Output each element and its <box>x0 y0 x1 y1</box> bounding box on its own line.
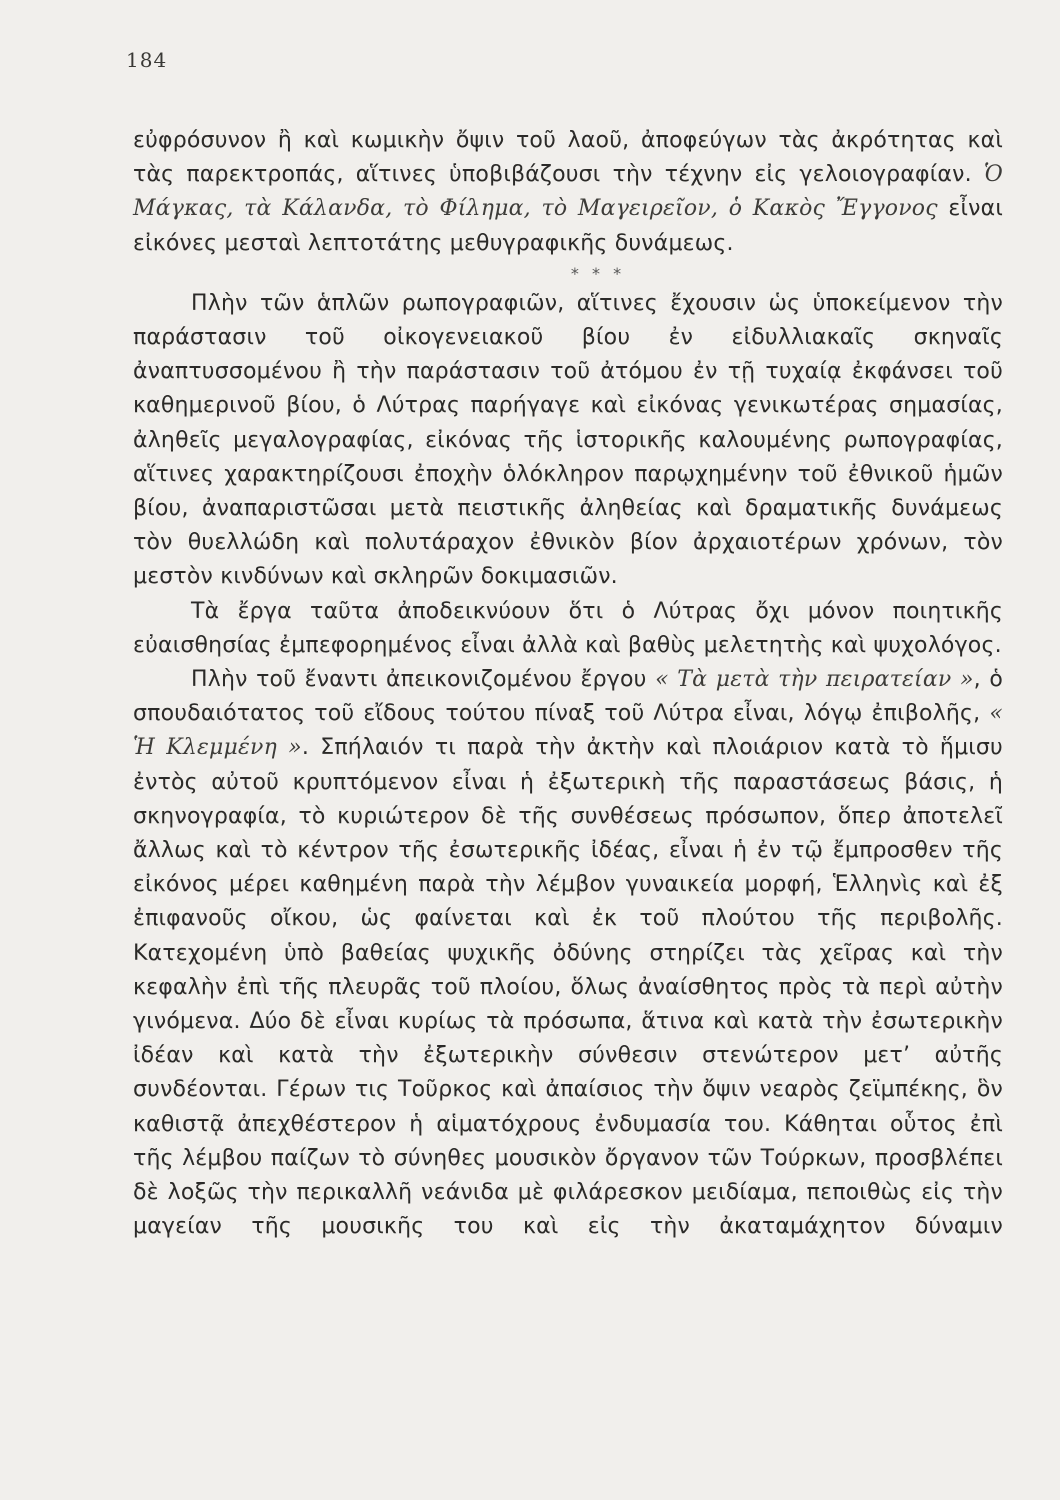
section-separator: * * * <box>570 263 626 283</box>
paragraph-1-titles: Ὁ Μάγκας, τὰ Κάλανδα, τὸ Φίλημα, τὸ Μαγειρεῖον, ὁ Κακὸς Ἔγγονος <box>133 162 1003 222</box>
paragraph-1-text-b: εἶναι εἰκόνες μεσταὶ λεπτοτάτης μεθυγραφικῆς δυνάμεως. <box>133 196 1003 256</box>
paragraph-4 <box>133 663 1003 1244</box>
paragraph-1 <box>133 124 1003 261</box>
paragraph-4-text-b: , ὁ σπουδαιότατος τοῦ εἴδους τούτου πίναξ τοῦ Λύτρα εἶναι, λόγῳ ἐπιβολῆς, <box>133 667 1003 727</box>
paragraph-4-title-a: « Τὰ μετὰ τὴν πειρατείαν » <box>655 667 974 693</box>
paragraph-4-text-c: . Σπήλαιόν τι παρὰ τὴν ἀκτὴν καὶ πλοιάριον κατὰ τὸ ἥμισυ ἐντὸς αὐτοῦ κρυπτόμενον εἶναι ἡ ἐξωτερικὴ τῆς παραστάσεως βάσις, ἡ σκηνογραφία, τὸ κυριώτερον δὲ τῆς συνθέσεως πρόσωπον, ὅπερ ἀποτελεῖ ἄλλως καὶ τὸ κέντρον τῆς ἐσωτερικῆς ἰδέας, εἶναι ἡ ἐν τῷ ἔμπροσθεν τῆς εἰκόνος μέρει καθημένη παρὰ τὴν λέμβον γυναικεία μορφή, Ἑλληνὶς καὶ ἐξ ἐπιφανοῦς οἴκου, ὡς φαίνεται καὶ ἐκ τοῦ πλούτου τῆς περιβολῆς. Κατεχομένη ὑπὸ βαθείας ψυχικῆς ὀδύνης στηρίζει τὰς χεῖρας καὶ τὴν κεφαλὴν ἐπὶ τῆς πλευρᾶς τοῦ πλοίου, ὅλως ἀναίσθητος πρὸς τὰ περὶ αὐτὴν γινόμενα. Δύο δὲ εἶναι κυρίως τὰ πρόσωπα, ἅτινα καὶ κατὰ τὴν ἐσωτερικὴν ἰδέαν καὶ κατὰ τὴν ἐξωτερικὴν σύνθεσιν στενώτερον μετ’ αὐτῆς συνδέονται. Γέρων τις Τοῦρκος καὶ ἀπαίσιος τὴν ὄψιν νεαρὸς ζεϊμπέκης, ὃν καθιστᾷ ἀπεχθέστερον ἡ αἱματόχρους ἐνδυμασία του. Κάθηται οὗτος ἐπὶ τῆς λέμβου παίζων τὸ σύνηθες μουσικὸν ὄργανον τῶν Τούρκων, προσβλέπει δὲ λοξῶς τὴν περικαλλῆ νεάνιδα μὲ φιλάρεσκον μειδίαμα, πεποιθὼς εἰς τὴν μαγείαν τῆς μουσικῆς του καὶ εἰς τὴν ἀκαταμάχητον δύναμιν <box>133 735 1003 1240</box>
paragraph-4-text-a: Πλὴν τοῦ ἔναντι ἀπεικονιζομένου ἔργου <box>191 667 656 693</box>
body-text <box>133 124 1003 1245</box>
paragraph-1-text-a: εὐφρόσυνον ἢ καὶ κωμικὴν ὄψιν τοῦ λαοῦ, ἀποφεύγων τὰς ἀκρότητας καὶ τὰς παρεκτροπάς, αἵτινες ὑποβιβάζουσι τὴν τέχνην εἰς γελοιογραφίαν. <box>133 128 1003 188</box>
paragraph-3: Τὰ ἔργα ταῦτα ἀποδεικνύουν ὅτι ὁ Λύτρας ὄχι μόνον ποιητικῆς εὐαισθησίας ἐμπεφορημένος εἶναι ἀλλὰ καὶ βαθὺς μελετητὴς καὶ ψυχολόγος. <box>133 598 1003 658</box>
paragraph-4-title-b: « Ἡ Κλεμμένη » <box>133 701 1003 761</box>
paragraph-2: Πλὴν τῶν ἁπλῶν ρωπογραφιῶν, αἵτινες ἔχουσιν ὡς ὑποκείμενον τὴν παράστασιν τοῦ οἰκογενειακοῦ βίου ἐν εἰδυλλιακαῖς σκηναῖς ἀναπτυσσομένου ἢ τὴν παράστασιν τοῦ ἀτόμου ἐν τῇ τυχαίᾳ ἐκφάνσει τοῦ καθημερινοῦ βίου, ὁ Λύτρας παρήγαγε καὶ εἰκόνας γενικωτέρας σημασίας, ἀληθεῖς μεγαλογραφίας, εἰκόνας τῆς ἱστορικῆς καλουμένης ρωπογραφίας, αἵτινες χαρακτηρίζουσι ἐποχὴν ὁλόκληρον παρῳχημένην τοῦ ἐθνικοῦ ἡμῶν βίου, ἀναπαριστῶσαι μετὰ πειστικῆς ἀληθείας καὶ δραματικῆς δυνάμεως τὸν θυελλώδη καὶ πολυτάραχον ἐθνικὸν βίον ἀρχαιοτέρων χρόνων, τὸν μεστὸν κινδύνων καὶ σκληρῶν δοκιμασιῶν. <box>133 290 1003 590</box>
page-number: 184 <box>126 48 168 72</box>
